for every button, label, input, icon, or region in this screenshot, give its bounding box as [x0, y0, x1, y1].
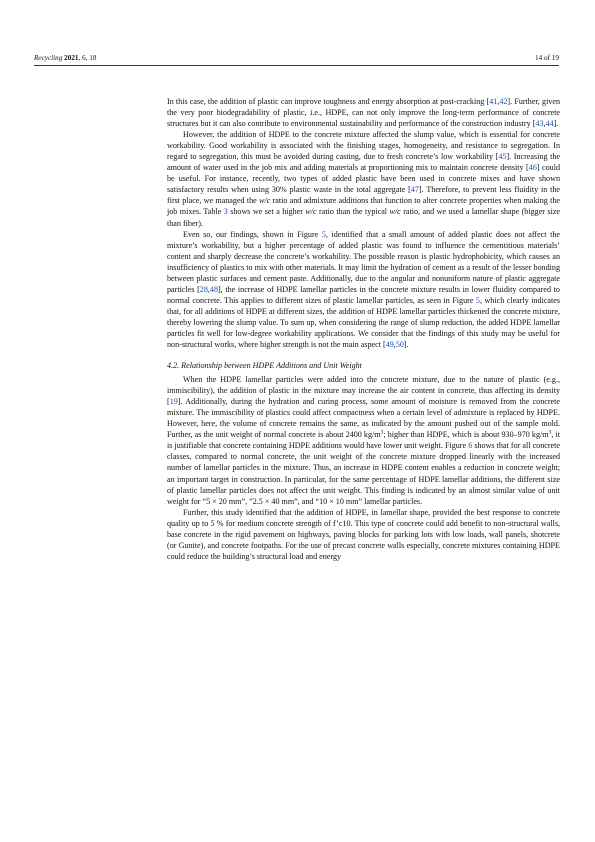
journal-citation	[34, 53, 96, 63]
text-run: ,	[207, 284, 210, 294]
paragraph	[167, 507, 560, 562]
text-run: ratio, and we used a lamellar shape (bigger size than fiber).	[167, 207, 561, 228]
italic-text: w/c	[389, 207, 401, 217]
text-run: Further, this study identified that the addition of HDPE, in lamellar shape, provided the best response to concrete quality up to 5 % for medium concrete strength of f’c10. This type of concrete could add benefit to non-structural walls, base concrete in the rigid pavement on highways, paving blocks for parking lots with low loads, wall panels, shotcrete (or Gunite), and concrete footpaths. For the use of precast concrete walls especially, concrete mixtures containing HDPE could reduce the building’s structural load and energy	[167, 507, 560, 561]
paragraph	[167, 374, 560, 507]
article-body	[167, 96, 560, 562]
text-run: ratio and admixture additions that function to alter concrete properties when making the job mixes. Table	[167, 196, 560, 217]
text-run: ; higher than HDPE, which is about 930–970 kg/m	[383, 430, 549, 440]
text-run: ratio than the typical	[316, 207, 390, 217]
citation-link[interactable]: 50	[395, 340, 404, 350]
citation-link[interactable]: 19	[169, 397, 178, 407]
citation-link[interactable]: 3	[223, 207, 228, 217]
citation-link[interactable]: 28	[199, 284, 208, 294]
header-rule	[34, 65, 559, 66]
text-run: shows we set a higher	[227, 207, 306, 217]
text-run: ] could be useful. For instance, recently, two types of added plastic have been used in concrete mixes and have shown satisfactory results when using 30% plastic waste in the total aggregate [	[167, 163, 561, 195]
text-run: , which clearly indicates that, for all additions of HDPE at different sizes, the addition of HDPE lamellar particles thickened the concrete mixture, thereby lowering the slump value. To sum up, when considering the range of slump reduction, the added HDPE lamellar particles fit well for low-degree workability applications. We consider that the findings of this study may be useful for non-structural works, where higher strength is not the main aspect [	[167, 295, 560, 350]
paragraph	[167, 96, 560, 129]
citation-link[interactable]: 6	[468, 441, 473, 451]
text-run: In this case, the addition of plastic can improve toughness and energy absorption at post-cracking [	[167, 97, 490, 106]
italic-text: w/c	[305, 207, 317, 217]
text-run: ], the increase of HDPE lamellar particles in the concrete mixture results in lower fluidity compared to normal concrete. This applies to different sizes of plastic lamellar particles, as seen in Figure	[167, 284, 560, 305]
text-run: ]. Therefore, to prevent less fluidity in the first place, we managed the	[167, 185, 560, 206]
text-run: However, the addition of HDPE to the concrete mixture affected the slump value, which is essential for concrete workability. Good workability is associated with the finishing stages, homogeneity, and resistance to segregation. In regard to segregation, this must be avoided during casting, due to fresh concrete’s low workability [	[167, 130, 560, 162]
text-run: ].	[553, 119, 559, 129]
text-run: , identified that a small amount of added plastic does not affect the mixture’s workability, but a higher percentage of added plastic was found to influence the cementitious materials’ content and sharply decrease the concrete’s workability. The possible reason is plastic hydrophobicity, which causes an insufficiency of plastics to mix with other materials. It may limit the hydration of cement as a result of the lesser bonding between plastic surfaces and cement paste. Additionally, due to the angular and nonuniform nature of plastic aggregate particles [	[167, 229, 560, 294]
journal-year: 2021	[64, 54, 79, 62]
citation-link[interactable]: 44	[545, 119, 554, 129]
citation-link[interactable]: 5	[475, 295, 480, 305]
text-run: Even so, our findings, shown in Figure	[183, 229, 322, 239]
citation-link[interactable]: 47	[410, 185, 419, 195]
text-run: , it is justifiable that concrete containing HDPE additions would have lower unit weight. Figure	[167, 430, 560, 451]
text-run: ].	[403, 340, 409, 350]
text-run: ,	[543, 119, 546, 129]
text-run: ,	[497, 97, 500, 106]
text-run: shows that for all concrete classes, compared to normal concrete, the unit weight of the concrete mixture dropped linearly with the increased number of lamellar particles in the mixture. Thus, an increase in HDPE content enables a reduction in concrete weight; an important target in construction. In particular, for the same percentage of HDPE lamellar additions, the different size of plastic lamellar particles does not affect the unit weight. This finding is indicated by an almost similar value of unit weight for “5 × 20 mm”, ”2.5 × 40 mm”, and “10 × 10 mm” lamellar particles.	[167, 441, 560, 506]
text-run: ]. Further, given the very poor biodegradability of plastic, i.e., HDPE, can not only improve the long-term performance of concrete structures but it can also contribute to environmental sustainability and performance of the construction industry [	[167, 97, 560, 129]
superscript: 3	[548, 429, 552, 436]
journal-name: Recycling	[34, 54, 63, 62]
citation-link[interactable]: 41	[489, 97, 498, 106]
citation-link[interactable]: 46	[528, 163, 537, 173]
text-run: ,	[393, 340, 396, 350]
paragraph	[167, 129, 560, 228]
paragraph	[167, 229, 560, 351]
section-heading: 4.2. Relationship between HDPE Additions and Unit Weight	[167, 361, 362, 371]
citation-link[interactable]: 5	[321, 229, 326, 239]
citation-link[interactable]: 48	[209, 284, 218, 294]
section-4-1-text	[167, 96, 560, 350]
superscript: 3	[380, 429, 384, 436]
text-run: ]. Increasing the amount of water used in the job mix and adding materials at proportioning mix to maintain concrete density [	[167, 152, 560, 173]
text-run: ]. Additionally, during the hydration and curing process, some amount of moisture is removed from the concrete mixture. The immiscibility of plastics could affect compactness when a certain level of admixture is replaced by HDPE. However, here, the volume of concrete remains the same, as indicated by the amount pushed out of the sample mold. Further, as the unit weight of normal concrete is about 2400 kg/m	[167, 397, 560, 440]
citation-link[interactable]: 45	[498, 152, 507, 162]
italic-text: w/c	[259, 196, 271, 206]
citation-link[interactable]: 49	[385, 340, 394, 350]
citation-link[interactable]: 42	[499, 97, 508, 106]
text-run: When the HDPE lamellar particles were added into the concrete mixture, due to the nature of plastic (e.g., immiscibility), the addition of plastic in the mixture may increase the air content in concrete, thus affecting its density [	[167, 375, 560, 407]
page-number: 14 of 19	[535, 54, 559, 62]
journal-volume-issue: , 6, 18	[78, 54, 97, 62]
citation-link[interactable]: 43	[535, 119, 544, 129]
section-4-2-text	[167, 374, 560, 562]
